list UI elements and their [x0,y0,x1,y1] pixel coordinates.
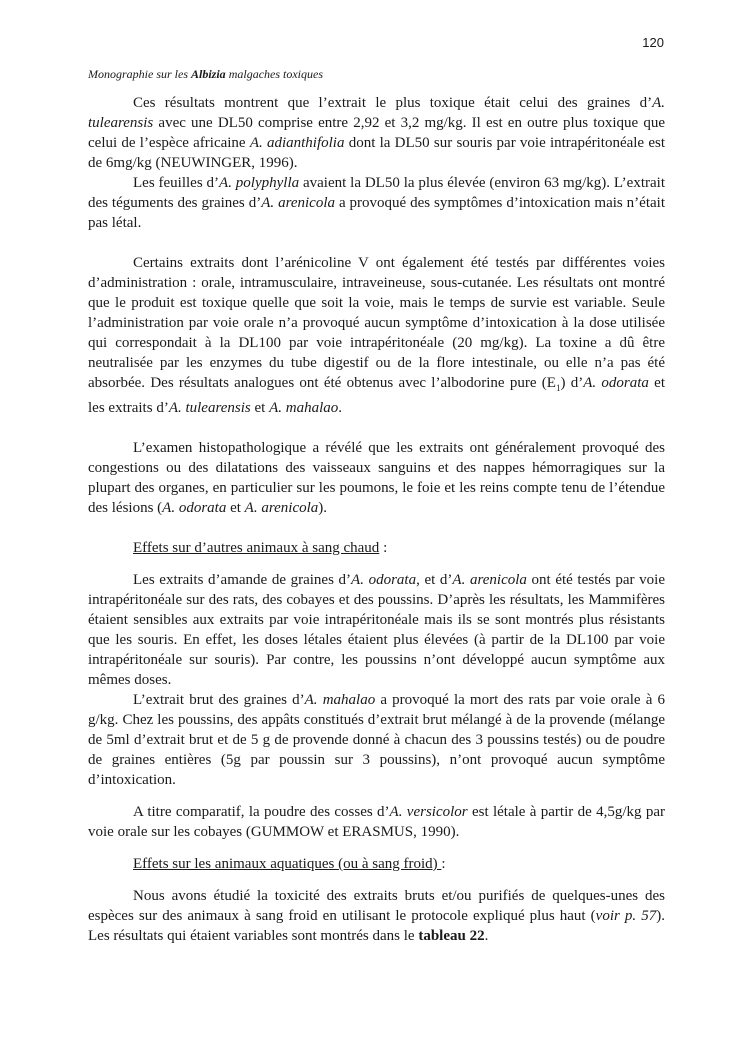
paragraph [88,253,665,418]
italic-text: A. adianthifolia [249,135,345,151]
text-segment: malgaches toxiques [225,67,323,81]
paragraph [88,690,665,790]
text-segment: L’examen histopathologique a révélé que les extraits ont généralement provoqué des congestions ou des dilatations des vaisseaux sanguins et des nappes hémorragiques sur la plupart des organes, en particulier sur les poumons, le foie et les reins compte tenu de l’étendue des lésions ( [88,440,665,516]
text-segment: a provoqué la mort des rats par voie orale à 6 g/kg. Chez les poussins, des appâts constitués d’extrait brut mélangé à de la provende (mélange de 5ml d’extrait brut et de 5 g de provende donné à chacun des 3 poussins testés) ou de poudre de graines entières (5g par poussin sur 3 poussins), n’ont provoqué aucun symptôme d’intoxication. [88,692,666,788]
text-segment: dont la DL50 sur souris par voie intrapéritonéale est de 6mg/kg (NEUWINGER, 1996). [88,135,665,171]
paragraph [88,438,665,518]
page-number: 120 [642,35,664,50]
italic-text: A. tulearensis [88,95,665,131]
italic-text: A. mahalao [269,400,339,416]
italic-text: A. polyphylla [219,175,300,191]
text-segment: , et d’ [416,572,453,588]
text-segment: Ces résultats montrent que l’extrait le plus toxique était celui des graines d’ [133,95,653,111]
italic-text: voir p. 57 [595,908,657,924]
italic-text: A. arenicola [261,195,335,211]
text-segment: Monographie sur les [88,67,191,81]
text-segment: Les feuilles d’ [133,175,220,191]
text-segment: ont été testés par voie intrapéritonéale sur des rats, des cobayes et des poussins. D’après les résultats, les Mammifères étaient sensibles aux extraits par voie intrapéritonéale mais ils se sont montrés plus résistants que les souris. En effet, les doses létales étaient plus élevées (à partir de la DL100 par voie intrapéritonéale sur souris). Par contre, les poussins n’ont développé aucun symptôme aux mêmes doses. [88,572,665,688]
text-segment: avaient la DL50 la plus élevée (environ 63 mg/kg). L’extrait des téguments des graines d’ [88,175,665,211]
italic-text: A. tulearensis [168,400,251,416]
text-segment: avec une DL50 comprise entre 2,92 et 3,2 mg/kg. Il est en outre plus toxique que celui de l’espèce africaine [88,115,665,151]
text-segment: Les extraits d’amande de graines d’ [133,572,352,588]
italic-text: A. versicolor [389,804,468,820]
section-heading-text: Effets sur d’autres animaux à sang chaud [133,540,380,556]
paragraph [88,886,665,946]
text-segment: et [226,500,245,516]
text-segment: : [379,540,388,556]
text-segment: Nous avons étudié la toxicité des extraits bruts et/ou purifiés de quelques-unes des espèces sur des animaux à sang froid en utilisant le protocole expliqué plus haut ( [88,888,665,924]
bold-text: Albizia [191,67,226,81]
italic-text: A. arenicola [244,500,319,516]
text-segment: . [484,928,489,944]
text-segment: est létale à partir de 4,5g/kg par voie orale sur les cobayes (GUMMOW et ERASMUS, 1990). [88,804,666,840]
text-segment: a provoqué des symptômes d’intoxication mais n’était pas létal. [88,195,665,231]
paragraph [88,570,665,690]
italic-text: A. odorata [351,572,417,588]
document-body [88,93,665,946]
text-segment: et les extraits d’ [88,375,665,416]
text-segment: ). [318,500,328,516]
italic-text: A. arenicola [452,572,527,588]
text-segment: ) d’ [560,375,584,391]
italic-text: A. odorata [162,500,227,516]
section-heading-text: Effets sur les animaux aquatiques (ou à sang froid) [133,856,442,872]
text-segment: Certains extraits dont l’arénicoline V ont également été testés par différentes voies d’administration : orale, intramusculaire, intraveineuse, sous-cutanée. Les résultats ont montré que le produit est toxique quelle que soit la voie, mais le temps de survie est variable. Seule l’administration par voie orale n’a provoqué aucun symptôme d’intoxication à la dose utilisée qui correspondait à la DL100 par voie intrapéritonéale (20 mg/kg). La toxine a dû être neutralisée par les enzymes du tube digestif ou de la flore intestinale, ou elle n’a pas été absorbée. Des résultats analogues ont été obtenus avec l’albodorine pure (E [88,255,665,391]
italic-text: A. odorata [583,375,649,391]
paragraph [88,802,665,842]
paragraph [88,93,665,173]
text-segment: . [338,400,342,416]
section-heading [88,854,665,874]
section-heading [88,538,665,558]
text-segment: ). Les résultats qui étaient variables sont montrés dans le [88,908,665,944]
text-segment: L’extrait brut des graines d’ [133,692,305,708]
text-segment: : [441,856,446,872]
italic-text: A. mahalao [304,692,376,708]
paragraph [88,173,665,233]
text-segment: et [250,400,270,416]
text-segment: 1 [555,383,561,393]
running-header [88,67,323,82]
text-segment: A titre comparatif, la poudre des cosses d’ [133,804,390,820]
bold-text: tableau 22 [418,928,485,944]
